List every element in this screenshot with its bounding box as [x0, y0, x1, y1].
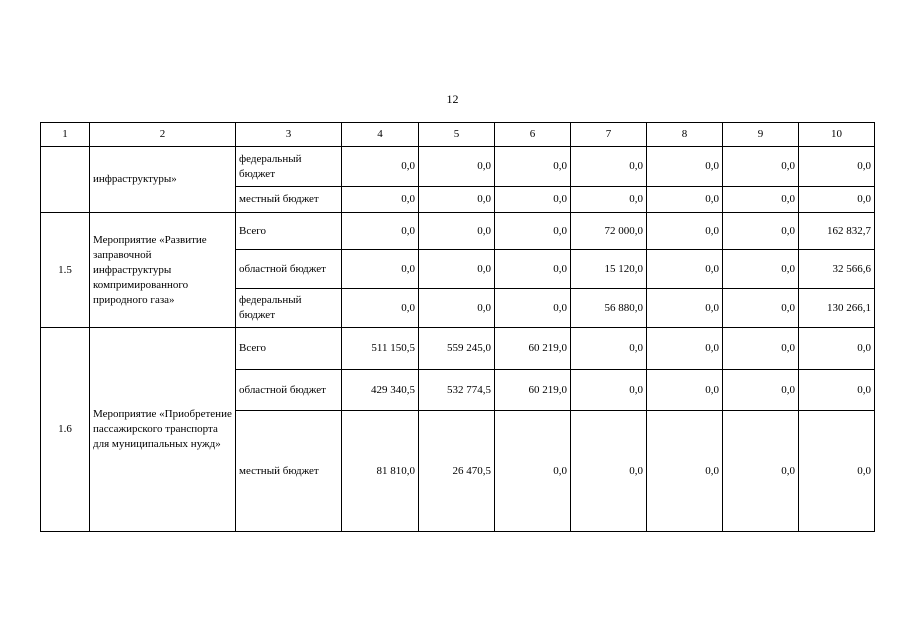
column-header: 10: [799, 123, 875, 147]
column-header: 1: [41, 123, 90, 147]
item-name: инфраструктуры»: [90, 147, 236, 213]
value-cell: 0,0: [799, 370, 875, 411]
value-cell: 0,0: [495, 411, 571, 532]
item-name: Мероприятие «Приобретение пассажирского транспорта для муниципальных нужд»: [90, 328, 236, 532]
value-cell: 0,0: [419, 213, 495, 250]
funding-source: областной бюджет: [236, 370, 342, 411]
value-cell: 429 340,5: [342, 370, 419, 411]
value-cell: 60 219,0: [495, 328, 571, 370]
column-header: 9: [723, 123, 799, 147]
value-cell: 0,0: [799, 147, 875, 187]
column-header: 7: [571, 123, 647, 147]
value-cell: 0,0: [799, 187, 875, 213]
column-header: 4: [342, 123, 419, 147]
column-header: 5: [419, 123, 495, 147]
value-cell: 0,0: [419, 147, 495, 187]
value-cell: 26 470,5: [419, 411, 495, 532]
value-cell: 0,0: [723, 370, 799, 411]
funding-source: областной бюджет: [236, 250, 342, 289]
funding-source: федеральный бюджет: [236, 289, 342, 328]
value-cell: 0,0: [419, 289, 495, 328]
page-number: 12: [446, 92, 459, 106]
value-cell: 0,0: [571, 328, 647, 370]
value-cell: 0,0: [571, 411, 647, 532]
value-cell: 559 245,0: [419, 328, 495, 370]
value-cell: 0,0: [723, 250, 799, 289]
value-cell: 0,0: [647, 411, 723, 532]
budget-table: [40, 122, 875, 532]
value-cell: 130 266,1: [799, 289, 875, 328]
funding-source: местный бюджет: [236, 187, 342, 213]
value-cell: 0,0: [419, 187, 495, 213]
value-cell: 0,0: [571, 187, 647, 213]
value-cell: 0,0: [342, 289, 419, 328]
value-cell: 15 120,0: [571, 250, 647, 289]
column-header: 3: [236, 123, 342, 147]
value-cell: 532 774,5: [419, 370, 495, 411]
item-code: [41, 147, 90, 213]
value-cell: 0,0: [495, 250, 571, 289]
header-row: [41, 123, 875, 147]
value-cell: 0,0: [342, 147, 419, 187]
value-cell: 60 219,0: [495, 370, 571, 411]
column-header: 2: [90, 123, 236, 147]
table-row: [41, 213, 875, 250]
value-cell: 0,0: [647, 147, 723, 187]
item-code: 1.5: [41, 213, 90, 328]
value-cell: 32 566,6: [799, 250, 875, 289]
value-cell: 0,0: [723, 289, 799, 328]
value-cell: 511 150,5: [342, 328, 419, 370]
value-cell: 0,0: [495, 213, 571, 250]
value-cell: 0,0: [723, 411, 799, 532]
value-cell: 72 000,0: [571, 213, 647, 250]
value-cell: 0,0: [342, 213, 419, 250]
table-row: [41, 328, 875, 370]
value-cell: 0,0: [647, 250, 723, 289]
value-cell: 0,0: [647, 187, 723, 213]
item-name: Мероприятие «Развитие заправочной инфраструктуры компримированного природного газа»: [90, 213, 236, 328]
column-header: 8: [647, 123, 723, 147]
funding-source: федеральный бюджет: [236, 147, 342, 187]
funding-source: Всего: [236, 213, 342, 250]
value-cell: 0,0: [723, 187, 799, 213]
value-cell: 0,0: [571, 370, 647, 411]
value-cell: 0,0: [419, 250, 495, 289]
value-cell: 56 880,0: [571, 289, 647, 328]
value-cell: 0,0: [799, 328, 875, 370]
value-cell: 0,0: [723, 328, 799, 370]
table-row: [41, 147, 875, 187]
value-cell: 0,0: [723, 213, 799, 250]
funding-source: Всего: [236, 328, 342, 370]
value-cell: 0,0: [647, 328, 723, 370]
funding-source: местный бюджет: [236, 411, 342, 532]
value-cell: 0,0: [342, 187, 419, 213]
value-cell: 0,0: [571, 147, 647, 187]
value-cell: 0,0: [647, 370, 723, 411]
value-cell: 0,0: [647, 289, 723, 328]
value-cell: 0,0: [495, 187, 571, 213]
value-cell: 0,0: [723, 147, 799, 187]
value-cell: 0,0: [799, 411, 875, 532]
value-cell: 81 810,0: [342, 411, 419, 532]
value-cell: 0,0: [342, 250, 419, 289]
column-header: 6: [495, 123, 571, 147]
value-cell: 0,0: [495, 289, 571, 328]
item-code: 1.6: [41, 328, 90, 532]
value-cell: 162 832,7: [799, 213, 875, 250]
value-cell: 0,0: [495, 147, 571, 187]
value-cell: 0,0: [647, 213, 723, 250]
